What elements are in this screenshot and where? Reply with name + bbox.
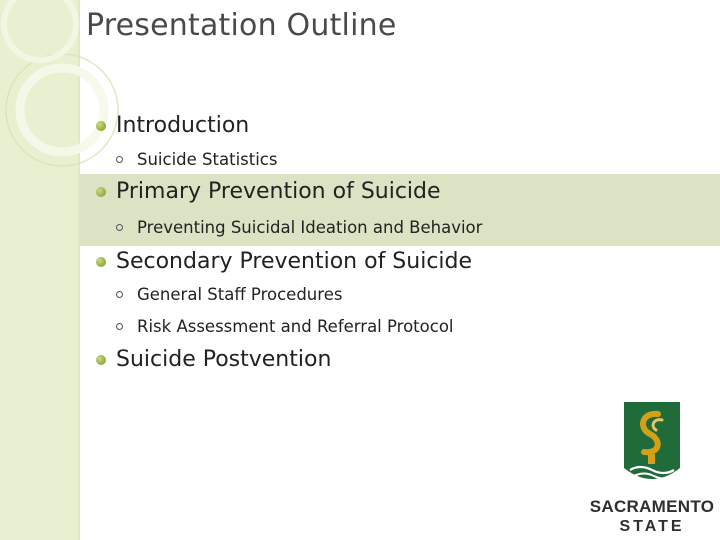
green-bullet-icon [96,257,106,267]
outline-subitem-preventing-ideation [116,218,482,237]
outline-item-introduction [96,113,249,138]
outline-item-label: Secondary Prevention of Suicide [116,249,473,274]
outline-subitem-suicide-statistics [116,150,277,169]
green-bullet-icon [96,355,106,365]
outline-subitem-label: Suicide Statistics [137,150,278,169]
sacramento-state-logo [584,394,720,540]
outline-item-secondary-prevention [96,249,472,274]
ring-bullet-icon [116,156,123,163]
outline-subitem-label: General Staff Procedures [137,285,343,304]
slide-title: Presentation Outline [86,8,397,43]
shield-emblem-icon [584,394,720,494]
logo-wordmark-line2: STATE [619,518,685,535]
ring-bullet-icon [116,224,123,231]
outline-subitem-label: Preventing Suicidal Ideation and Behavior [137,218,483,237]
outline-item-label: Primary Prevention of Suicide [116,179,441,204]
ring-bullet-icon [116,323,123,330]
logo-wordmark-line1: SACRAMENTO [589,497,715,516]
outline-item-label: Suicide Postvention [116,347,332,372]
green-bullet-icon [96,121,106,131]
ring-bullet-icon [116,291,123,298]
outline-subitem-label: Risk Assessment and Referral Protocol [137,317,454,336]
outline-subitem-risk-assessment [116,317,454,336]
outline-item-primary-prevention [96,179,441,204]
outline-item-label: Introduction [116,113,250,138]
outline-item-postvention [96,347,331,372]
green-bullet-icon [96,187,106,197]
outline-subitem-general-staff [116,285,342,304]
